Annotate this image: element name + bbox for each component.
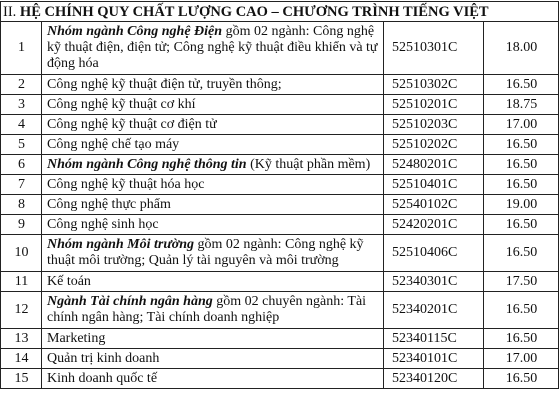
program-description: gồm 02 ngành: Công nghệ kỹ thuật môi trường; Quản lý tài nguyên và môi trường — [47, 237, 364, 268]
program-group-name: Nhóm ngành Môi trường — [47, 237, 195, 252]
table-row — [1, 22, 559, 75]
table-row — [1, 115, 559, 135]
program-name: Công nghệ kỹ thuật cơ điện tử — [42, 115, 384, 135]
row-number: 2 — [1, 75, 42, 95]
row-number: 14 — [1, 349, 42, 369]
table-row — [1, 349, 559, 369]
program-name — [42, 22, 384, 75]
row-number: 1 — [1, 22, 42, 75]
admission-score: 16.50 — [484, 215, 559, 235]
program-name: Kế toán — [42, 272, 384, 292]
program-code: 52510201C — [384, 95, 484, 115]
row-number: 15 — [1, 369, 42, 389]
program-code: 52510406C — [384, 235, 484, 272]
admission-score: 16.50 — [484, 155, 559, 175]
program-description: gồm 02 ngành: Công nghệ kỹ thuật điện, điện tử; Công nghệ kỹ thuật điều khiển và tự động hóa — [47, 24, 378, 71]
program-name: Công nghệ kỹ thuật cơ khí — [42, 95, 384, 115]
program-code: 52510401C — [384, 175, 484, 195]
admission-score: 17.00 — [484, 349, 559, 369]
program-code: 52420201C — [384, 215, 484, 235]
program-code: 52510302C — [384, 75, 484, 95]
admission-score: 17.00 — [484, 115, 559, 135]
program-code: 52340301C — [384, 272, 484, 292]
row-number: 8 — [1, 195, 42, 215]
table-row — [1, 215, 559, 235]
section-heading: HỆ CHÍNH QUY CHẤT LƯỢNG CAO – CHƯƠNG TRÌNH TIẾNG VIỆT — [19, 3, 489, 20]
table-row — [1, 155, 559, 175]
admission-score: 17.50 — [484, 272, 559, 292]
admission-score: 16.50 — [484, 369, 559, 389]
program-description: gồm 02 chuyên ngành: Tài chính ngân hàng; Tài chính doanh nghiệp — [47, 294, 367, 325]
admission-score: 16.50 — [484, 235, 559, 272]
program-description: (Kỹ thuật phần mềm) — [246, 156, 371, 172]
program-group-name: Ngành Tài chính ngân hàng — [47, 294, 213, 309]
program-code: 52340101C — [384, 349, 484, 369]
program-name: Kinh doanh quốc tế — [42, 369, 384, 389]
program-name: Công nghệ chế tạo máy — [42, 135, 384, 155]
section-title — [1, 2, 559, 22]
row-number: 13 — [1, 329, 42, 349]
row-number: 6 — [1, 155, 42, 175]
program-code: 52480201C — [384, 155, 484, 175]
table-row — [1, 329, 559, 349]
program-name: Công nghệ sinh học — [42, 215, 384, 235]
program-code: 52510202C — [384, 135, 484, 155]
table-row — [1, 175, 559, 195]
row-number: 11 — [1, 272, 42, 292]
row-number: 10 — [1, 235, 42, 272]
admission-score: 18.00 — [484, 22, 559, 75]
program-code: 52340201C — [384, 292, 484, 329]
table-row — [1, 369, 559, 389]
program-code: 52340115C — [384, 329, 484, 349]
program-name: Công nghệ kỹ thuật hóa học — [42, 175, 384, 195]
row-number: 12 — [1, 292, 42, 329]
program-code: 52340120C — [384, 369, 484, 389]
program-name: Công nghệ thực phẩm — [42, 195, 384, 215]
row-number: 3 — [1, 95, 42, 115]
section-number: II. — [3, 3, 17, 20]
admission-score: 19.00 — [484, 195, 559, 215]
admission-scores-table — [0, 1, 559, 389]
program-group-name: Nhóm ngành Công nghệ Điện — [47, 24, 223, 39]
table-row — [1, 235, 559, 272]
program-code: 52510301C — [384, 22, 484, 75]
row-number: 9 — [1, 215, 42, 235]
admission-score: 16.50 — [484, 135, 559, 155]
program-name: Marketing — [42, 329, 384, 349]
admission-score: 18.75 — [484, 95, 559, 115]
admission-score: 16.50 — [484, 329, 559, 349]
table-row — [1, 95, 559, 115]
program-name — [42, 235, 384, 272]
table-row — [1, 75, 559, 95]
program-name: Quản trị kinh doanh — [42, 349, 384, 369]
section-header-row — [1, 2, 559, 22]
admission-score: 16.50 — [484, 292, 559, 329]
program-name — [42, 155, 384, 175]
program-name — [42, 292, 384, 329]
program-code: 52540102C — [384, 195, 484, 215]
program-code: 52510203C — [384, 115, 484, 135]
admission-score: 16.50 — [484, 175, 559, 195]
table-row — [1, 135, 559, 155]
table-row — [1, 272, 559, 292]
row-number: 4 — [1, 115, 42, 135]
row-number: 5 — [1, 135, 42, 155]
program-name: Công nghệ kỹ thuật điện tử, truyền thông; — [42, 75, 384, 95]
table-row — [1, 195, 559, 215]
table-row — [1, 292, 559, 329]
admission-score: 16.50 — [484, 75, 559, 95]
row-number: 7 — [1, 175, 42, 195]
program-group-name: Nhóm ngành Công nghệ thông tin — [47, 156, 247, 172]
